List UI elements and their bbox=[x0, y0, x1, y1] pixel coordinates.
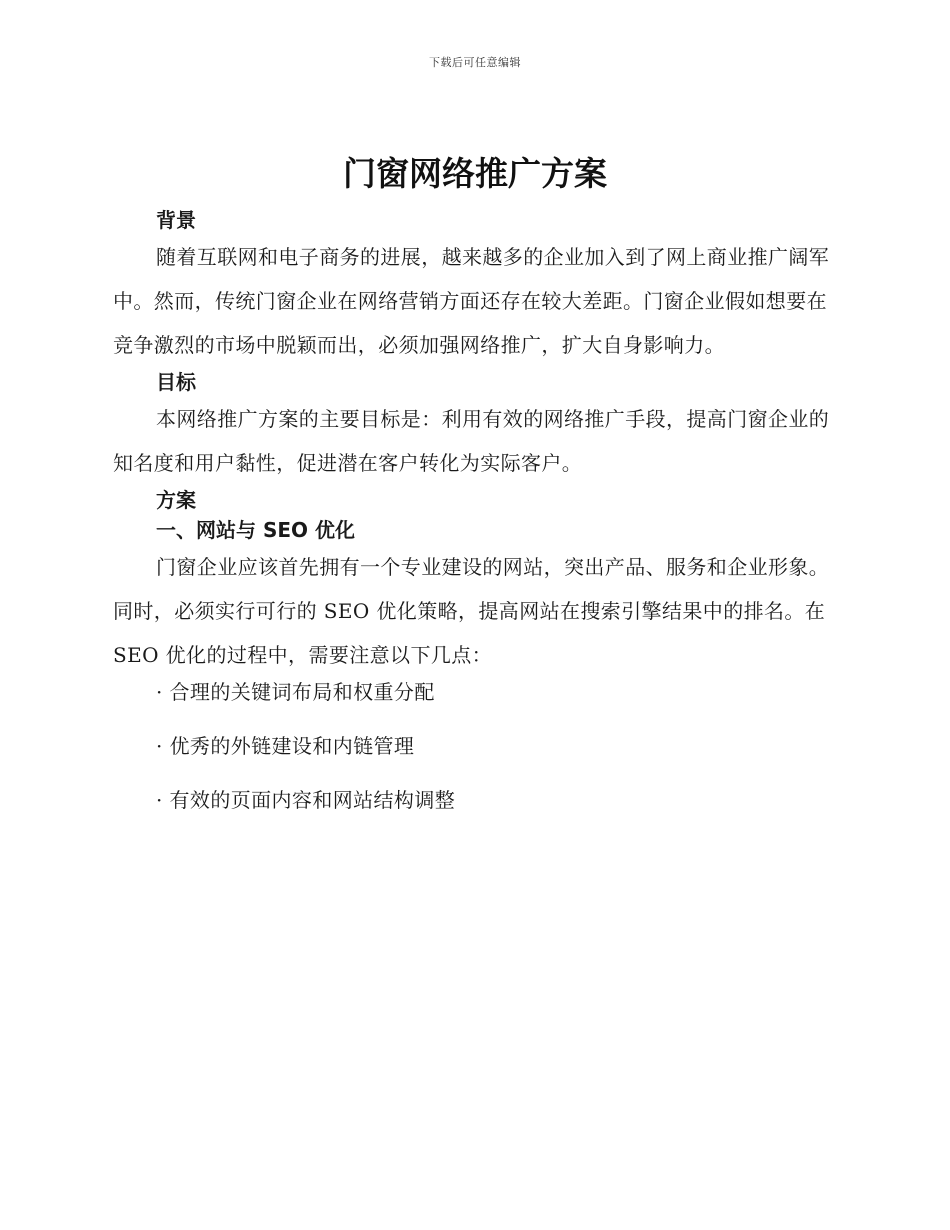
list-item: · 有效的页面内容和网站结构调整 bbox=[156, 788, 456, 812]
list-item: · 合理的关键词布局和权重分配 bbox=[156, 680, 435, 704]
section-heading-plan: 方案 bbox=[156, 488, 196, 512]
document-title: 门窗网络推广方案 bbox=[343, 154, 607, 193]
subsection-heading-website-seo: 一、网站与 SEO 优化 bbox=[156, 518, 355, 542]
section-heading-background: 背景 bbox=[156, 208, 196, 232]
list-item: · 优秀的外链建设和内链管理 bbox=[156, 734, 415, 758]
website-seo-paragraph: 门窗企业应该首先拥有一个专业建设的网站，突出产品、服务和企业形象。同时，必须实行可行的 SEO 优化策略，提高网站在搜索引擎结果中的排名。在 SEO 优化的过程中，需要注意以下几点： bbox=[113, 555, 830, 667]
header-note: 下载后可任意编辑 bbox=[429, 56, 521, 69]
document-body bbox=[113, 205, 838, 815]
section-heading-goal: 目标 bbox=[156, 370, 196, 394]
goal-paragraph: 本网络推广方案的主要目标是：利用有效的网络推广手段，提高门窗企业的知名度和用户黏性，促进潜在客户转化为实际客户。 bbox=[113, 407, 830, 475]
background-paragraph: 随着互联网和电子商务的进展，越来越多的企业加入到了网上商业推广阔军中。然而，传统门窗企业在网络营销方面还存在较大差距。门窗企业假如想要在竞争激烈的市场中脱颖而出，必须加强网络推广，扩大自身影响力。 bbox=[113, 245, 830, 357]
